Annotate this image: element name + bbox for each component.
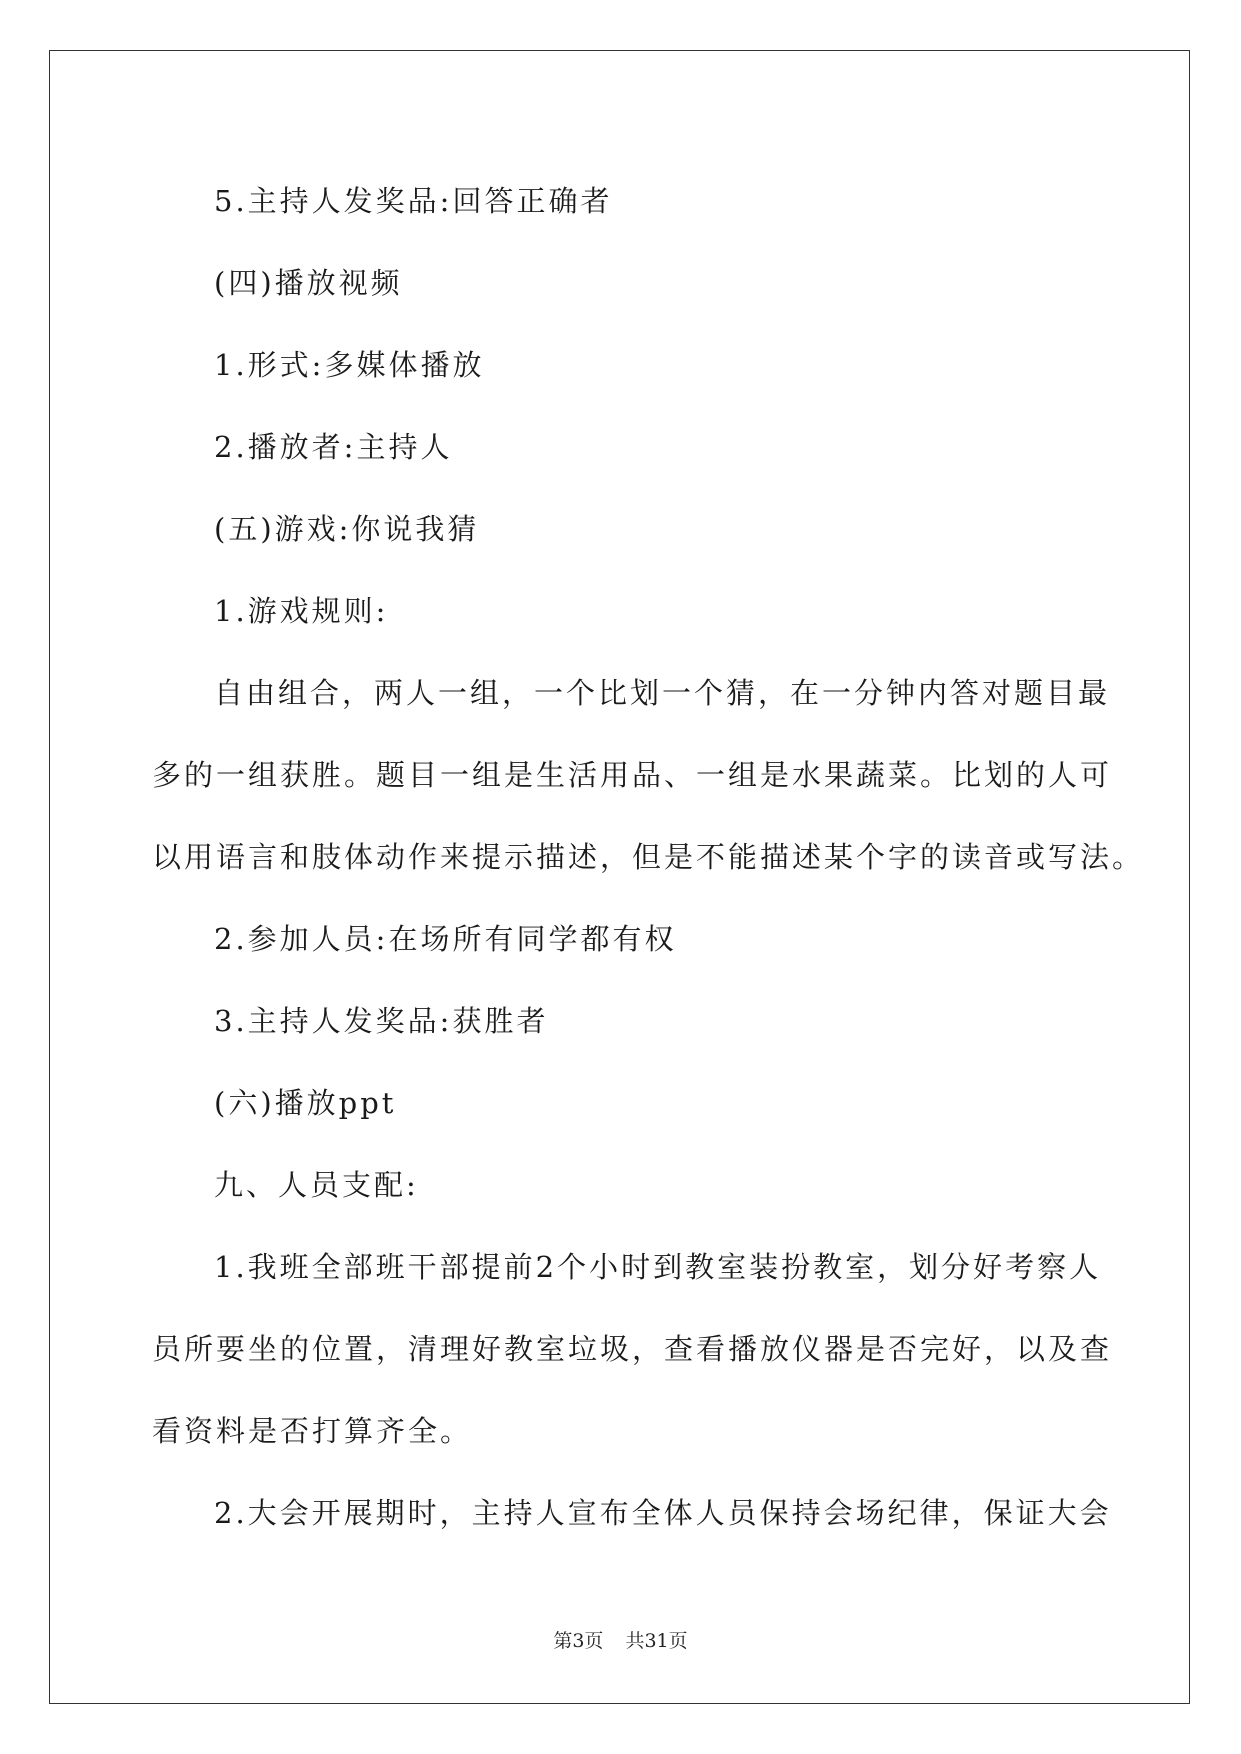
paragraph: 2.播放者:主持人 (214, 430, 453, 464)
section-heading: 九、人员支配: (214, 1168, 419, 1202)
section-heading: (六)播放ppt (214, 1086, 397, 1120)
document-body (152, 160, 1145, 1554)
paragraph-continuation: 以用语言和肢体动作来提示描述，但是不能描述某个字的读音或写法。 (152, 840, 1145, 874)
paragraph: 自由组合，两人一组，一个比划一个猜，在一分钟内答对题目最 (214, 676, 1111, 710)
page-total: 共31页 (625, 1630, 688, 1652)
paragraph: 2.参加人员:在场所有同学都有权 (214, 922, 677, 956)
paragraph-continuation: 多的一组获胜。题目一组是生活用品、一组是水果蔬菜。比划的人可 (152, 758, 1113, 792)
paragraph: 1.形式:多媒体播放 (214, 348, 485, 382)
page-footer (0, 1626, 1241, 1653)
paragraph: 1.我班全部班干部提前2个小时到教室装扮教室，划分好考察人 (214, 1250, 1102, 1284)
paragraph: 1.游戏规则: (214, 594, 389, 628)
section-heading: (五)游戏:你说我猜 (214, 512, 480, 546)
paragraph: 5.主持人发奖品:回答正确者 (214, 184, 613, 218)
paragraph: 2.大会开展期时，主持人宣布全体人员保持会场纪律，保证大会 (214, 1496, 1112, 1530)
paragraph: 3.主持人发奖品:获胜者 (214, 1004, 549, 1038)
paragraph-continuation: 员所要坐的位置，清理好教室垃圾，查看播放仪器是否完好，以及查 (152, 1332, 1113, 1366)
paragraph-continuation: 看资料是否打算齐全。 (152, 1414, 473, 1448)
page-number: 第3页 (553, 1630, 604, 1652)
section-heading: (四)播放视频 (214, 266, 403, 300)
